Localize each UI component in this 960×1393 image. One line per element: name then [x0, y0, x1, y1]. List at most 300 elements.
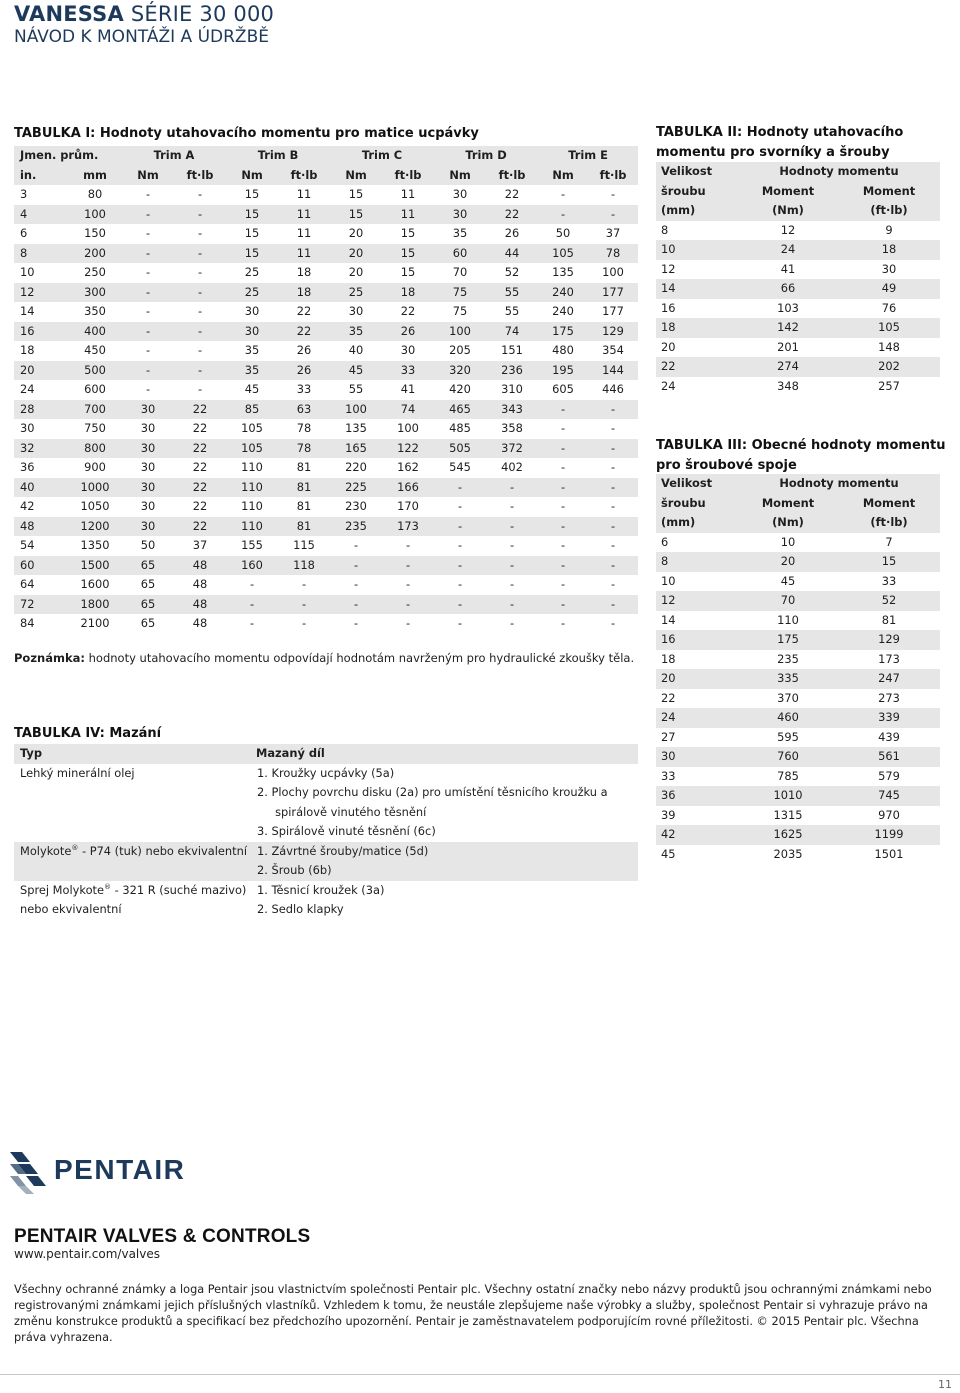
lubricant-type: nebo ekvivalentní [20, 902, 122, 916]
table-cell: 257 [878, 378, 900, 393]
table-cell: 15 [244, 226, 260, 240]
table-cell: 103 [777, 300, 799, 315]
table-cell: 30 [140, 421, 156, 435]
table-cell: 970 [878, 807, 900, 822]
table-row [14, 205, 638, 225]
table-cell: 200 [68, 244, 122, 264]
table-cell: 12 [780, 222, 796, 237]
table-cell: - [560, 616, 566, 630]
column-header: Typ [14, 744, 250, 764]
table-cell: 26 [504, 226, 520, 240]
table-cell: 15 [838, 552, 940, 572]
table-cell: - [457, 538, 463, 552]
table-cell: 8 [14, 244, 68, 264]
table-cell: 1501 [874, 846, 904, 861]
table-cell: 370 [777, 690, 799, 705]
column-header: in. [14, 166, 68, 186]
table-cell: 1800 [68, 595, 122, 615]
column-header: Trim E [538, 146, 638, 166]
table-cell: 33 [881, 573, 897, 588]
table-cell: - [610, 499, 616, 513]
table-cell: 785 [777, 768, 799, 783]
table-cell: 110 [241, 499, 263, 513]
table-cell: 505 [434, 439, 486, 459]
table2-title: TABULKA II: Hodnoty utahovacího momentu pro svorníky a šrouby [656, 125, 904, 160]
table-cell: 78 [296, 421, 312, 435]
table-cell: 1600 [80, 577, 110, 591]
table-cell: 100 [602, 265, 624, 279]
column-header: Moment [738, 182, 838, 202]
table-row [14, 185, 638, 205]
table-cell: - [301, 616, 307, 630]
table-cell: 42 [20, 499, 35, 513]
table-cell: 33 [382, 361, 434, 381]
table-cell: 30 [226, 322, 278, 342]
table-cell: 42 [656, 825, 738, 845]
lubricant-type: Molykote® - P74 (tuk) nebo ekvivalentní [14, 842, 250, 862]
column-header: Moment [838, 494, 940, 514]
page-number: 11 [938, 1378, 952, 1391]
table-row [656, 572, 940, 592]
table-cell: - [330, 556, 382, 576]
table-cell: - [405, 616, 411, 630]
table-cell: 144 [588, 361, 638, 381]
table-cell: 760 [738, 747, 838, 767]
column-header: ft·lb [588, 166, 638, 186]
table-cell: 36 [20, 460, 35, 474]
table-row [14, 881, 638, 901]
table-cell: 78 [588, 244, 638, 264]
website-link[interactable]: www.pentair.com/valves [14, 1247, 160, 1261]
table-cell: 15 [400, 226, 416, 240]
table-cell: 64 [20, 577, 35, 591]
table-cell: 76 [881, 300, 897, 315]
lubricated-part: spirálově vinutého těsnění [257, 804, 427, 819]
table-cell: 20 [14, 361, 68, 381]
table-cell: - [145, 304, 151, 318]
table-cell: 24 [661, 378, 676, 393]
table-cell: 274 [738, 357, 838, 377]
table-cell: 75 [434, 283, 486, 303]
company-name: PENTAIR VALVES & CONTROLS [14, 1226, 311, 1247]
table-cell: 142 [738, 318, 838, 338]
table-cell: 173 [382, 517, 434, 537]
table-cell: - [560, 577, 566, 591]
table-cell: - [486, 595, 538, 615]
table-cell: 24 [738, 240, 838, 260]
table-cell: 460 [738, 708, 838, 728]
table-cell: 16 [661, 300, 676, 315]
table-cell: 439 [878, 729, 900, 744]
column-header: Nm [538, 166, 588, 186]
table-cell: - [457, 616, 463, 630]
table-cell: 22 [278, 322, 330, 342]
table-cell: 100 [330, 400, 382, 420]
table-cell: - [538, 205, 588, 225]
lubricant-type [14, 861, 250, 881]
table1-title: TABULKA I: Hodnoty utahovacího momentu pro matice ucpávky [14, 126, 479, 141]
table-cell: - [174, 361, 226, 381]
table-cell: 1315 [773, 807, 803, 822]
table-cell: 1625 [738, 825, 838, 845]
table4 [14, 744, 638, 920]
table-cell: 44 [486, 244, 538, 264]
table-cell: 40 [14, 478, 68, 498]
document-title: VANESSA SÉRIE 30 000 [14, 2, 275, 26]
table-cell: 41 [780, 261, 796, 276]
table-cell: 1010 [738, 786, 838, 806]
table-cell: 15 [330, 205, 382, 225]
table-row [14, 764, 638, 784]
table-cell: - [353, 577, 359, 591]
table-cell: 579 [878, 768, 900, 783]
pentair-logo-wordmark: PENTAIR [54, 1154, 186, 1185]
table-row [14, 575, 638, 595]
table-cell: 1050 [80, 499, 110, 513]
table-cell: 81 [278, 478, 330, 498]
column-header: ft·lb [174, 166, 226, 186]
table-cell: - [457, 499, 463, 513]
table-cell: 84 [20, 616, 35, 630]
table-cell: - [588, 517, 638, 537]
column-header: (mm) [656, 513, 738, 533]
table-cell: 105 [538, 244, 588, 264]
table-cell: - [610, 577, 616, 591]
table-cell: 45 [661, 846, 676, 861]
table2-header-row-2 [656, 182, 940, 202]
table-row [656, 728, 940, 748]
table-cell: 10 [20, 265, 35, 279]
table-cell: 11 [400, 187, 416, 201]
table-cell: 745 [838, 786, 940, 806]
table-row [14, 244, 638, 264]
table-cell: 165 [330, 439, 382, 459]
table-cell: - [145, 187, 151, 201]
table-row [14, 842, 638, 862]
table-cell: - [538, 517, 588, 537]
table-cell: - [174, 205, 226, 225]
table-cell: 320 [434, 361, 486, 381]
table-cell: 63 [278, 400, 330, 420]
table-row [14, 439, 638, 459]
column-header: Trim A [122, 146, 226, 166]
table-cell: - [434, 478, 486, 498]
table-cell: 15 [226, 205, 278, 225]
table-cell: 37 [605, 226, 621, 240]
table-cell: 22 [661, 690, 676, 705]
table-cell: 20 [348, 226, 364, 240]
column-header: Nm [330, 166, 382, 186]
table-cell: 30 [881, 261, 897, 276]
table-cell: 155 [241, 538, 263, 552]
table-cell: 39 [661, 807, 676, 822]
table-cell: 75 [452, 304, 468, 318]
table-row [656, 591, 940, 611]
table-cell: 400 [68, 322, 122, 342]
table-cell: 247 [838, 669, 940, 689]
table-row [14, 861, 638, 881]
table-row [14, 302, 638, 322]
table1-header-row-1 [14, 146, 638, 166]
table-cell: 561 [838, 747, 940, 767]
table-cell: 22 [174, 439, 226, 459]
table-cell: 81 [296, 499, 312, 513]
table-cell: 15 [348, 187, 364, 201]
table-cell: 605 [552, 382, 574, 396]
table-cell: 65 [140, 577, 156, 591]
column-header: ft·lb [382, 166, 434, 186]
table-cell: - [249, 616, 255, 630]
table-row [14, 614, 638, 634]
table-cell: 372 [486, 439, 538, 459]
table-cell: 49 [838, 279, 940, 299]
table-row [14, 900, 638, 920]
table-cell: - [226, 595, 278, 615]
table-cell: - [197, 265, 203, 279]
table-row [656, 299, 940, 319]
table-cell: 32 [14, 439, 68, 459]
table-cell: 26 [296, 343, 312, 357]
table-cell: - [588, 556, 638, 576]
table-cell: 22 [174, 478, 226, 498]
table1 [14, 146, 638, 634]
table-cell: 235 [777, 651, 799, 666]
table-cell: 15 [400, 265, 416, 279]
table-cell: 900 [84, 460, 106, 474]
table-cell: 170 [397, 499, 419, 513]
column-header: Nm [434, 166, 486, 186]
table-cell: 60 [434, 244, 486, 264]
table-cell: 485 [449, 421, 471, 435]
table-cell: 30 [400, 343, 416, 357]
table-cell: 110 [226, 517, 278, 537]
table-row [14, 361, 638, 381]
table-cell: 14 [656, 279, 738, 299]
table-cell: 45 [244, 382, 260, 396]
table-cell: 151 [501, 343, 523, 357]
table-cell: - [588, 400, 638, 420]
table-cell: 202 [838, 357, 940, 377]
table-cell: 22 [504, 187, 520, 201]
table-cell: 110 [777, 612, 799, 627]
table1-header-row-2 [14, 166, 638, 186]
table-cell: 30 [122, 478, 174, 498]
table-cell: 420 [449, 382, 471, 396]
table-cell: - [434, 595, 486, 615]
table-cell: 11 [382, 205, 434, 225]
lubricant-type: Sprej Molykote® - 321 R (suché mazivo) [20, 882, 247, 897]
table-cell: 135 [552, 265, 574, 279]
table-cell: - [486, 556, 538, 576]
table-cell: - [145, 226, 151, 240]
pentair-logo [8, 1150, 186, 1198]
table-cell: - [560, 460, 566, 474]
table-cell: 72 [14, 595, 68, 615]
column-header: Hodnoty momentu [738, 162, 940, 182]
table-cell: 33 [661, 768, 676, 783]
table-cell: - [122, 205, 174, 225]
table-cell: 129 [838, 630, 940, 650]
table-cell: - [538, 556, 588, 576]
table-cell: - [197, 343, 203, 357]
table-row [14, 341, 638, 361]
table-row [14, 283, 638, 303]
table-cell: 26 [278, 361, 330, 381]
table-cell: 100 [434, 322, 486, 342]
footer-divider [0, 1374, 960, 1375]
table-cell: 37 [192, 538, 208, 552]
table-row [656, 650, 940, 670]
table-row [14, 419, 638, 439]
table-cell: - [457, 577, 463, 591]
table-cell: 11 [296, 226, 312, 240]
table-row [656, 377, 940, 397]
pentair-logo-icon [8, 1150, 50, 1194]
table-row [656, 669, 940, 689]
table-cell: 22 [400, 304, 416, 318]
table3-header-row-3 [656, 513, 940, 533]
table-cell: 48 [192, 577, 208, 591]
table-cell: 300 [68, 283, 122, 303]
table-cell: 7 [885, 534, 893, 549]
table-row [14, 822, 638, 842]
lubricated-part: 2. Plochy povrchu disku (2a) pro umístění těsnicího kroužku a [257, 785, 608, 799]
table-row [656, 221, 940, 241]
table-cell: - [538, 478, 588, 498]
table-cell: - [197, 226, 203, 240]
table-cell: 166 [382, 478, 434, 498]
table-cell: 446 [602, 382, 624, 396]
table-row [14, 478, 638, 498]
table-cell: 177 [588, 283, 638, 303]
table-cell: 55 [504, 304, 520, 318]
table-cell: - [610, 460, 616, 474]
table-cell: 343 [486, 400, 538, 420]
table-cell: 30 [244, 304, 260, 318]
table-row [656, 630, 940, 650]
table-row [656, 552, 940, 572]
table-row [14, 803, 638, 823]
table-cell: 122 [382, 439, 434, 459]
table-cell: 74 [382, 400, 434, 420]
column-header: (Nm) [738, 513, 838, 533]
table-cell: - [538, 400, 588, 420]
table-cell: 160 [226, 556, 278, 576]
table-cell: - [560, 187, 566, 201]
table-cell: 65 [122, 595, 174, 615]
table-cell: 28 [14, 400, 68, 420]
table-cell: 236 [486, 361, 538, 381]
table-cell: - [538, 595, 588, 615]
table-cell: 339 [838, 708, 940, 728]
table-cell: 1350 [80, 538, 110, 552]
table-cell: 235 [330, 517, 382, 537]
table-cell: - [560, 421, 566, 435]
table-cell: - [434, 517, 486, 537]
table-cell: 24 [20, 382, 35, 396]
column-header: (mm) [656, 201, 738, 221]
table-cell: 135 [345, 421, 367, 435]
table-cell: 30 [122, 517, 174, 537]
table-row [656, 611, 940, 631]
table-row [14, 595, 638, 615]
table-cell: - [610, 538, 616, 552]
table-cell: 105 [838, 318, 940, 338]
table-cell: 41 [400, 382, 416, 396]
table-row [14, 497, 638, 517]
table-cell: - [353, 616, 359, 630]
lubricant-type [14, 783, 250, 803]
table-cell: 78 [278, 439, 330, 459]
column-header: (ft·lb) [838, 201, 940, 221]
table3-header-row-2 [656, 494, 940, 514]
column-header: Nm [122, 166, 174, 186]
table-cell: 50 [555, 226, 571, 240]
table-cell: 480 [552, 343, 574, 357]
table-cell: 465 [434, 400, 486, 420]
lubricated-part: 1. Závrtné šrouby/matice (5d) [250, 842, 638, 862]
table-cell: 22 [192, 421, 208, 435]
column-header: Jmen. prům. [14, 146, 122, 166]
column-header: mm [68, 166, 122, 186]
table-cell: 175 [738, 630, 838, 650]
table-row [14, 322, 638, 342]
table-row [14, 556, 638, 576]
table-cell: - [610, 421, 616, 435]
table-cell: 177 [602, 304, 624, 318]
table-cell: 18 [296, 265, 312, 279]
table-cell: 80 [87, 187, 103, 201]
table-cell: 6 [661, 534, 669, 549]
table-row [656, 240, 940, 260]
table-cell: 800 [68, 439, 122, 459]
table-cell: 240 [552, 304, 574, 318]
table-cell: 100 [68, 205, 122, 225]
column-header: ft·lb [278, 166, 330, 186]
table-cell: 65 [122, 556, 174, 576]
table-cell: 1200 [68, 517, 122, 537]
table-cell: 195 [538, 361, 588, 381]
table-cell: 81 [296, 460, 312, 474]
table-row [14, 458, 638, 478]
table-cell: 11 [278, 244, 330, 264]
lubricant-type [14, 822, 250, 842]
table-cell: 348 [777, 378, 799, 393]
table-cell: 25 [244, 265, 260, 279]
table-cell: 35 [452, 226, 468, 240]
table-cell: 12 [656, 591, 738, 611]
table-row [14, 517, 638, 537]
table-cell: 14 [661, 612, 676, 627]
table-cell: 600 [84, 382, 106, 396]
column-header: Trim D [434, 146, 538, 166]
column-header: (ft·lb) [838, 513, 940, 533]
table-cell: 16 [656, 630, 738, 650]
table-cell: 52 [838, 591, 940, 611]
table-cell: 22 [192, 499, 208, 513]
table-cell: - [122, 283, 174, 303]
table-row [14, 536, 638, 556]
table-cell: - [382, 595, 434, 615]
column-header: šroubu [656, 182, 738, 202]
table-cell: 48 [192, 616, 208, 630]
table-cell: 85 [226, 400, 278, 420]
table-cell: 30 [452, 187, 468, 201]
table-cell: 24 [656, 708, 738, 728]
table-cell: - [174, 322, 226, 342]
table-cell: 81 [278, 517, 330, 537]
table-cell: - [509, 616, 515, 630]
